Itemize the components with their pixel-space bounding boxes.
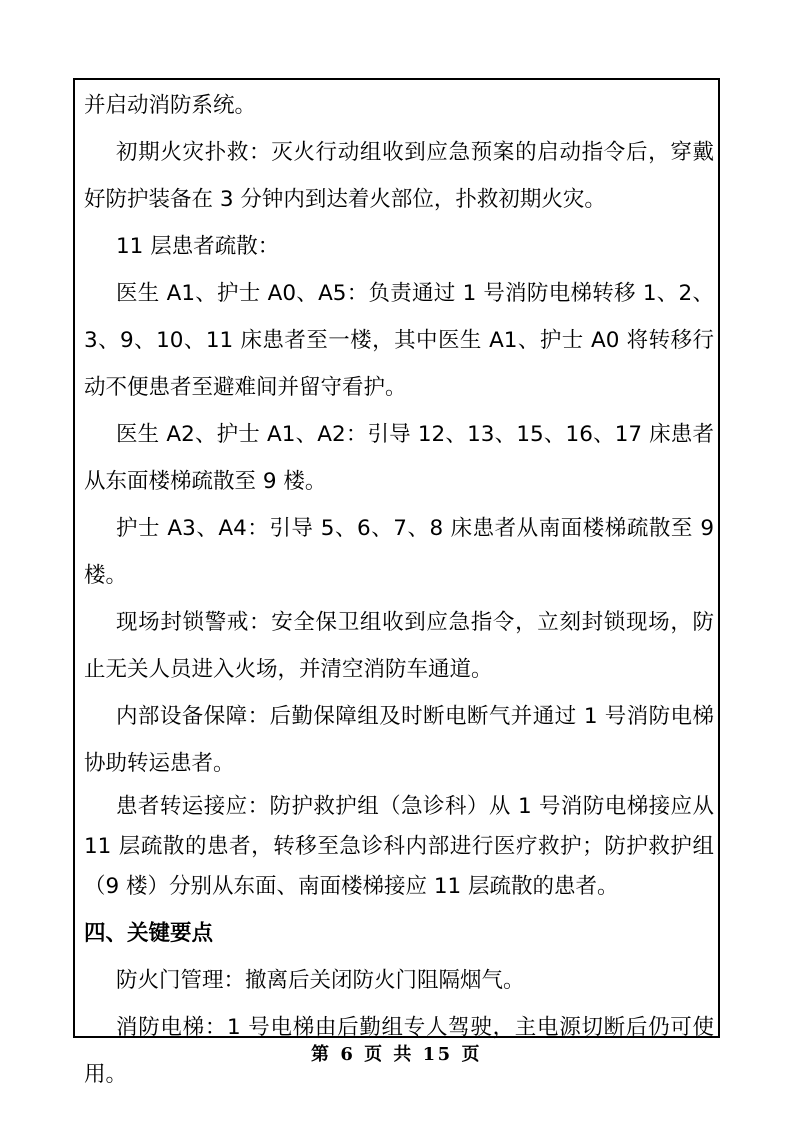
paragraph-team-a2-a1-a2: 医生 A2、护士 A1、A2：引导 12、13、15、16、17 床患者从东面楼梯疏散至 9 楼。 bbox=[84, 422, 714, 494]
paragraph-fire-elevator: 消防电梯：1 号电梯由后勤组专人驾驶，主电源切断后仍可使用。 bbox=[84, 1015, 714, 1087]
paragraph-team-a3-a4: 护士 A3、A4：引导 5、6、7、8 床患者从南面楼梯疏散至 9 楼。 bbox=[84, 516, 714, 588]
paragraph-internal-equipment: 内部设备保障：后勤保障组及时断电断气并通过 1 号消防电梯协助转运患者。 bbox=[84, 704, 714, 776]
page-footer bbox=[0, 1040, 793, 1066]
paragraph-team-a1-a0-a5: 医生 A1、护士 A0、A5：负责通过 1 号消防电梯转移 1、2、3、9、10、11 床患者至一楼，其中医生 A1、护士 A0 将转移行动不便患者至避难间并留守看护。 bbox=[84, 281, 714, 400]
paragraph-patient-transfer: 患者转运接应：防护救护组（急诊科）从 1 号消防电梯接应从 11 层疏散的患者，转移至急诊科内部进行医疗救护；防护救护组（9 楼）分别从东面、南面楼梯接应 11 层疏散的患者。 bbox=[84, 794, 714, 899]
paragraph-early-firefighting: 初期火灾扑救：灭火行动组收到应急预案的启动指令后，穿戴好防护装备在 3 分钟内到达着火部位，扑救初期火灾。 bbox=[84, 140, 714, 212]
paragraph-floor11-evacuation-title: 11 层患者疏散： bbox=[116, 234, 280, 259]
document-body bbox=[84, 82, 714, 1098]
paragraph-fire-door-management: 防火门管理：撤离后关闭防火门阻隔烟气。 bbox=[116, 968, 525, 993]
paragraph-continuation: 并启动消防系统。 bbox=[84, 93, 257, 118]
page-number-label: 第 6 页 共 15 页 bbox=[311, 1044, 482, 1065]
section-heading-key-points: 四、关键要点 bbox=[84, 921, 214, 946]
paragraph-site-lockdown: 现场封锁警戒：安全保卫组收到应急指令，立刻封锁现场，防止无关人员进入火场，并清空消防车通道。 bbox=[84, 610, 714, 682]
